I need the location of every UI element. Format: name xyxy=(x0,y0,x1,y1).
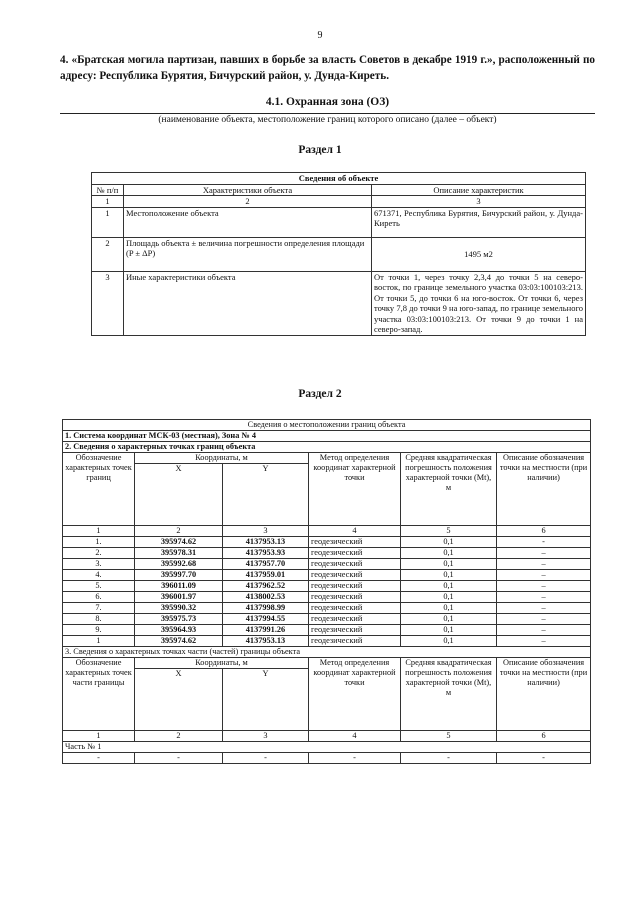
zone-underline xyxy=(60,113,595,114)
point-x: 395974.62 xyxy=(135,636,223,647)
col-number: 6 xyxy=(497,526,591,537)
point-accuracy: 0,1 xyxy=(401,592,497,603)
col-number: 4 xyxy=(309,526,401,537)
point-y: 4137957.70 xyxy=(223,559,309,570)
col-header-accuracy: Средняя квадратическая погрешность положения характерной точки (Mt), м xyxy=(401,658,497,731)
table-row xyxy=(63,570,591,581)
table-row xyxy=(63,559,591,570)
point-method: геодезический xyxy=(309,537,401,548)
part-label: Часть № 1 xyxy=(63,742,591,753)
col-header-method: Метод определения координат характерной точки xyxy=(309,453,401,526)
point-method: геодезический xyxy=(309,581,401,592)
row-number: 1 xyxy=(92,207,124,237)
col-header-description: Описание обозначения точки на местности (при наличии) xyxy=(497,658,591,731)
point-x: 395975.73 xyxy=(135,614,223,625)
col-header-y: Y xyxy=(223,669,309,731)
table-row xyxy=(63,592,591,603)
table-row xyxy=(63,753,591,764)
point-id: 4. xyxy=(63,570,135,581)
point-description: – xyxy=(497,548,591,559)
object-info-table xyxy=(91,172,586,336)
table-row xyxy=(63,537,591,548)
coord-system: 1. Система координат МСК-03 (местная), Зона № 4 xyxy=(63,431,591,442)
col-header-x: X xyxy=(135,669,223,731)
point-id: 1 xyxy=(63,636,135,647)
point-description: – xyxy=(497,570,591,581)
col-header-accuracy: Средняя квадратическая погрешность положения характерной точки (Mt), м xyxy=(401,453,497,526)
point-y: 4137994.55 xyxy=(223,614,309,625)
point-id: 2. xyxy=(63,548,135,559)
col-header-x: X xyxy=(135,464,223,526)
col-number: 2 xyxy=(124,196,372,208)
point-id: 8. xyxy=(63,614,135,625)
point-x: 395974.62 xyxy=(135,537,223,548)
row-characteristic: Иные характеристики объекта xyxy=(124,271,372,335)
part-cell: - xyxy=(135,753,223,764)
table-row xyxy=(63,614,591,625)
table-title: Сведения о местоположении границ объекта xyxy=(63,420,591,431)
col-number: 5 xyxy=(401,731,497,742)
col-header: № п/п xyxy=(92,184,124,196)
point-accuracy: 0,1 xyxy=(401,537,497,548)
point-method: геодезический xyxy=(309,603,401,614)
point-method: геодезический xyxy=(309,625,401,636)
row-characteristic: Площадь объекта ± величина погрешности определения площади (P ± ΔP) xyxy=(124,237,372,271)
part-cell: - xyxy=(223,753,309,764)
col-number: 3 xyxy=(223,731,309,742)
point-description: - xyxy=(497,537,591,548)
point-method: геодезический xyxy=(309,559,401,570)
col-number: 2 xyxy=(135,731,223,742)
table-row xyxy=(63,548,591,559)
point-y: 4137953.93 xyxy=(223,548,309,559)
point-method: геодезический xyxy=(309,592,401,603)
points-subtitle: 2. Сведения о характерных точках границ объекта xyxy=(63,442,591,453)
point-y: 4137998.99 xyxy=(223,603,309,614)
object-heading: 4. «Братская могила партизан, павших в борьбе за власть Советов в декабре 1919 г.», расположенный по адресу: Республика Бурятия, Бичурский район, у. Дунда-Киреть. xyxy=(60,54,595,82)
part-cell: - xyxy=(401,753,497,764)
col-header-y: Y xyxy=(223,464,309,526)
col-number: 2 xyxy=(135,526,223,537)
point-description: – xyxy=(497,592,591,603)
point-method: геодезический xyxy=(309,636,401,647)
col-header-method: Метод определения координат характерной точки xyxy=(309,658,401,731)
row-description: От точки 1, через точку 2,3,4 до точки 5 на северо-восток, по границе земельного участка 03:03:100103:213. От точки 5, до точки 6 на юго-восток. От точки 6, через точку 7,8 до точки 9 на юго-запад, по границе земельного участка 03:03:100103:213. От точки 9 до точки 1 на северо-запад. xyxy=(372,271,586,335)
point-id: 6. xyxy=(63,592,135,603)
table-row xyxy=(63,625,591,636)
point-description: – xyxy=(497,581,591,592)
row-characteristic: Местоположение объекта xyxy=(124,207,372,237)
table-title: Сведения об объекте xyxy=(92,173,586,185)
part-cell: - xyxy=(63,753,135,764)
point-accuracy: 0,1 xyxy=(401,614,497,625)
point-x: 396011.09 xyxy=(135,581,223,592)
point-accuracy: 0,1 xyxy=(401,636,497,647)
row-number: 2 xyxy=(92,237,124,271)
point-x: 395992.68 xyxy=(135,559,223,570)
point-y: 4137991.26 xyxy=(223,625,309,636)
point-accuracy: 0,1 xyxy=(401,570,497,581)
point-id: 7. xyxy=(63,603,135,614)
point-x: 395978.31 xyxy=(135,548,223,559)
point-y: 4137959.01 xyxy=(223,570,309,581)
point-description: – xyxy=(497,625,591,636)
point-accuracy: 0,1 xyxy=(401,603,497,614)
boundary-table xyxy=(62,419,591,764)
col-number: 6 xyxy=(497,731,591,742)
part-cell: - xyxy=(309,753,401,764)
row-number: 3 xyxy=(92,271,124,335)
col-header: Характеристики объекта xyxy=(124,184,372,196)
point-description: – xyxy=(497,614,591,625)
point-accuracy: 0,1 xyxy=(401,581,497,592)
point-method: геодезический xyxy=(309,614,401,625)
part-cell: - xyxy=(497,753,591,764)
point-y: 4137953.13 xyxy=(223,636,309,647)
row-description: 671371, Республика Бурятия, Бичурский район, у. Дунда-Киреть xyxy=(372,207,586,237)
row-description: 1495 м2 xyxy=(372,237,586,271)
point-accuracy: 0,1 xyxy=(401,559,497,570)
col-number: 1 xyxy=(92,196,124,208)
col-header-point: Обозначение характерных точек границ xyxy=(63,453,135,526)
page-number: 9 xyxy=(317,30,323,41)
point-accuracy: 0,1 xyxy=(401,548,497,559)
point-y: 4138002.53 xyxy=(223,592,309,603)
point-id: 9. xyxy=(63,625,135,636)
table-row xyxy=(63,581,591,592)
col-header-coords: Координаты, м xyxy=(135,658,309,669)
table-row xyxy=(63,603,591,614)
point-y: 4137953.13 xyxy=(223,537,309,548)
point-y: 4137962.52 xyxy=(223,581,309,592)
col-number: 3 xyxy=(372,196,586,208)
point-x: 396001.97 xyxy=(135,592,223,603)
col-number: 5 xyxy=(401,526,497,537)
col-header-coords: Координаты, м xyxy=(135,453,309,464)
point-x: 395990.32 xyxy=(135,603,223,614)
parts-subtitle: 3. Сведения о характерных точках части (частей) границы объекта xyxy=(63,647,591,658)
col-number: 4 xyxy=(309,731,401,742)
col-number: 3 xyxy=(223,526,309,537)
point-description: – xyxy=(497,636,591,647)
point-method: геодезический xyxy=(309,548,401,559)
zone-title: 4.1. Охранная зона (ОЗ) xyxy=(265,96,390,108)
col-header-description: Описание обозначения точки на местности (при наличии) xyxy=(497,453,591,526)
point-x: 395964.93 xyxy=(135,625,223,636)
point-id: 3. xyxy=(63,559,135,570)
col-header: Описание характеристик xyxy=(372,184,586,196)
point-method: геодезический xyxy=(309,570,401,581)
point-id: 1. xyxy=(63,537,135,548)
section2-title: Раздел 2 xyxy=(298,388,342,400)
col-number: 1 xyxy=(63,526,135,537)
section1-title: Раздел 1 xyxy=(298,144,342,156)
point-id: 5. xyxy=(63,581,135,592)
zone-note: (наименование объекта, местоположение границ которого описано (далее – объект) xyxy=(158,115,497,125)
col-number: 1 xyxy=(63,731,135,742)
col-header-point: Обозначение характерных точек части границы xyxy=(63,658,135,731)
point-description: – xyxy=(497,559,591,570)
point-x: 395997.70 xyxy=(135,570,223,581)
point-accuracy: 0,1 xyxy=(401,625,497,636)
point-description: – xyxy=(497,603,591,614)
table-row xyxy=(63,636,591,647)
